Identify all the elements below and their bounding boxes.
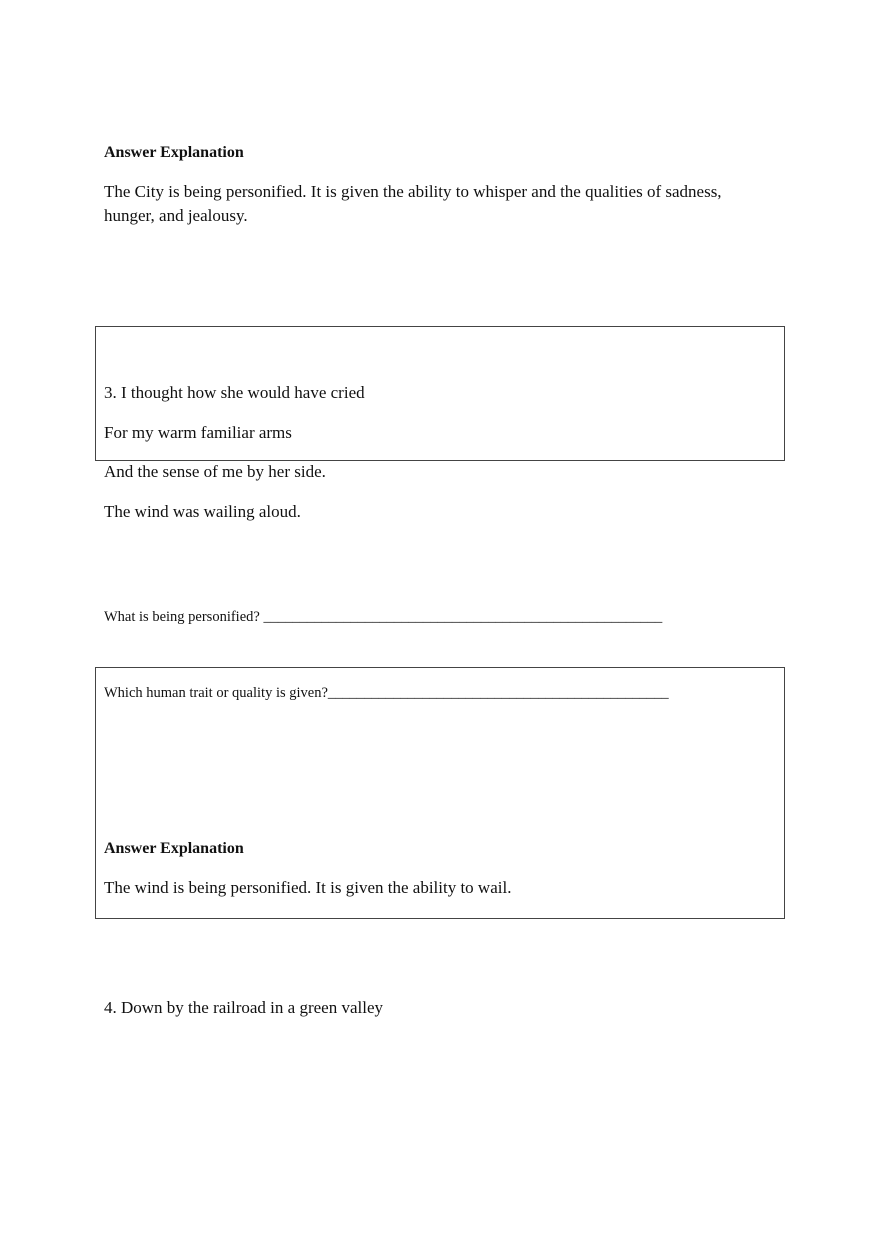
answer-explanation-heading-2: Answer Explanation	[104, 840, 244, 857]
poem-line-4: The wind was wailing aloud.	[104, 502, 301, 521]
question-4-line: 4. Down by the railroad in a green valley	[104, 998, 383, 1017]
poem-line-3: And the sense of me by her side.	[104, 462, 326, 481]
personified-prompt: What is being personified? _______________________________________________________	[104, 609, 663, 625]
answer-explanation-text: The City is being personified. It is given the ability to whisper and the qualities of sadness, hunger, and jealousy.	[104, 182, 722, 225]
answer-explanation-heading: Answer Explanation	[104, 144, 244, 161]
poem-line-1: 3. I thought how she would have cried	[104, 383, 365, 402]
answer-explanation-text-2: The wind is being personified. It is given the ability to wail.	[104, 878, 512, 897]
poem-line-2: For my warm familiar arms	[104, 423, 292, 442]
trait-prompt: Which human trait or quality is given?_______________________________________________	[104, 685, 669, 701]
